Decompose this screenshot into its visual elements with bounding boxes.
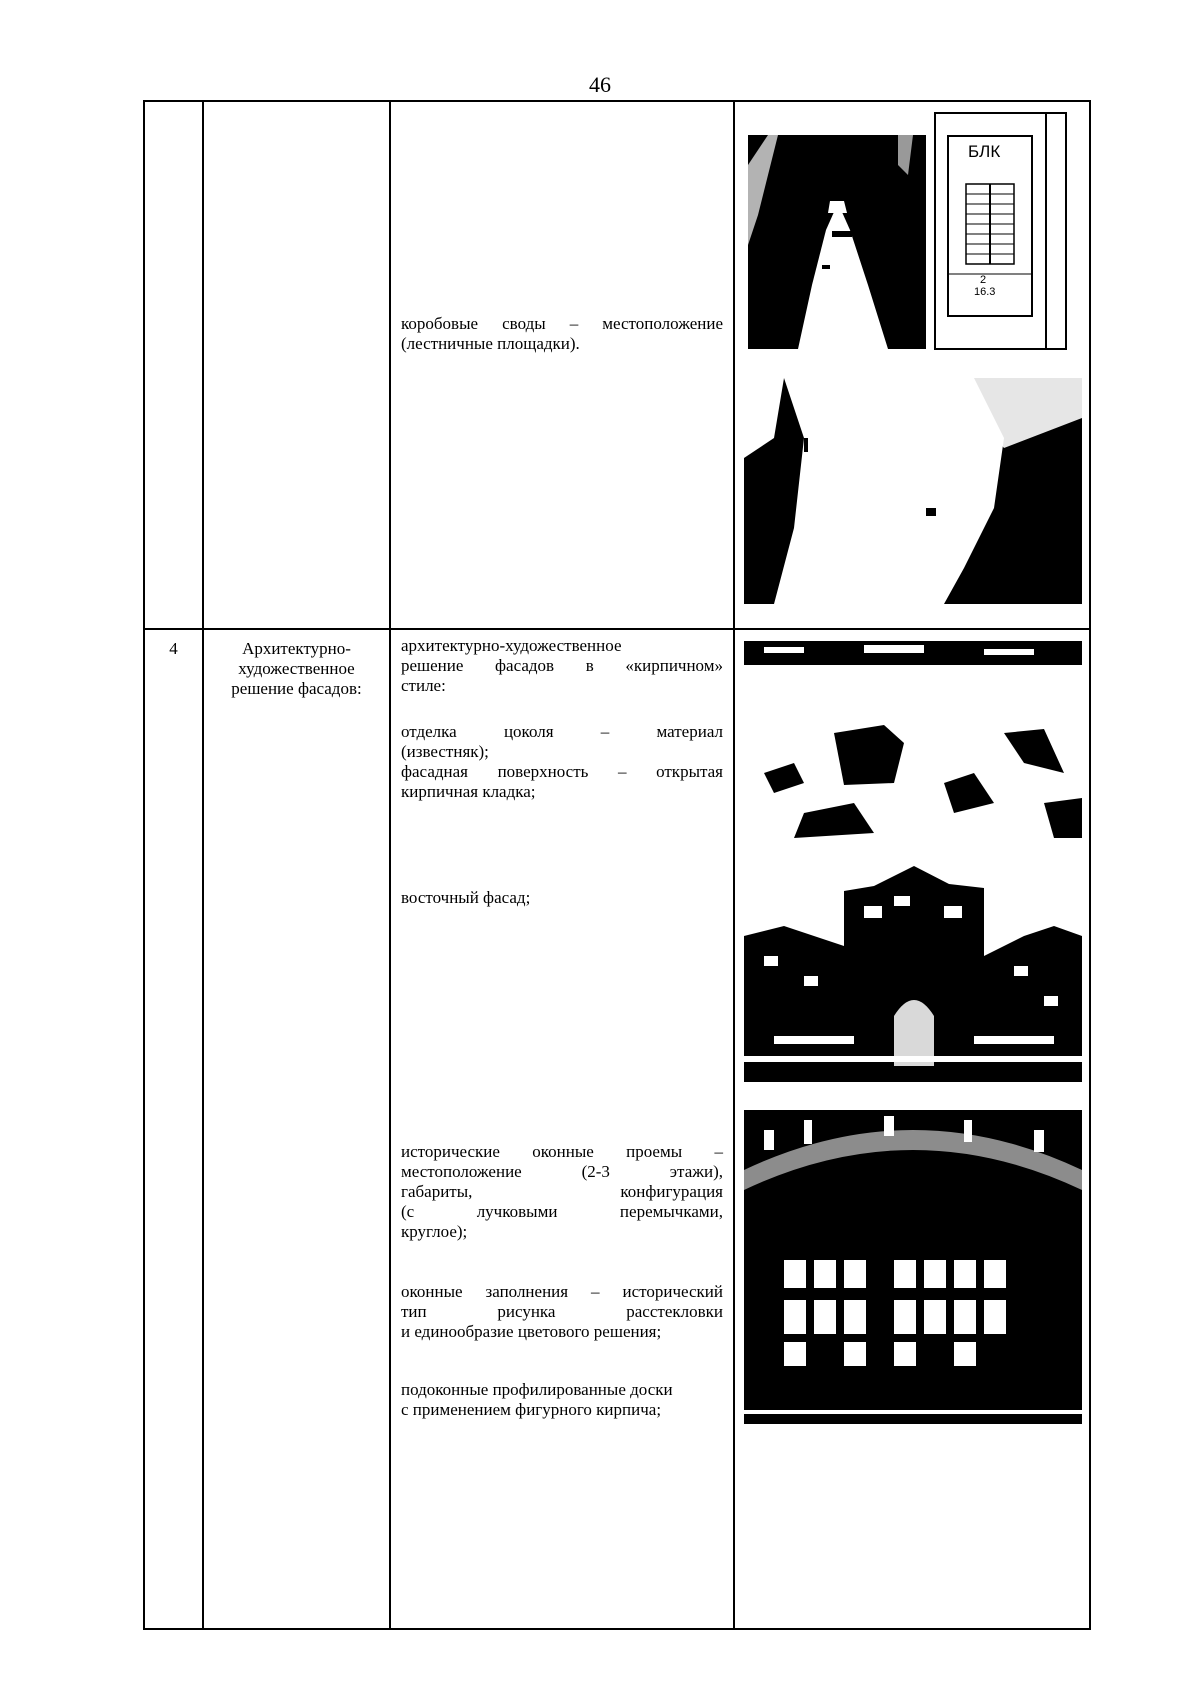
column-divider-2 [389, 102, 391, 1628]
plinth-and-surface-description: отделка цоколя – материал (известняк); фасадная поверхность – открытая кирпичная кладка; [401, 722, 723, 801]
staircase-floor-plan [934, 112, 1067, 350]
row-number: 4 [169, 639, 178, 658]
landing-vault-photo [744, 378, 1082, 604]
east-facade-label: восточный фасад; [401, 888, 531, 907]
element-name: Архитектурно- художественное решение фасадов: [231, 639, 362, 698]
facade-style-description: архитектурно-художественное решение фасадов в «кирпичном» стиле: [401, 636, 723, 695]
column-divider-3 [733, 102, 735, 1628]
window-fillings-description: оконные заполнения – исторический тип рисунка расстекловки и единообразие цветового решения; [401, 1282, 723, 1341]
plan-label-number: 2 [980, 274, 987, 286]
vaults-description: коробовые своды – местоположение (лестничные площадки). [401, 314, 723, 353]
row-divider [145, 628, 1089, 630]
characteristics-table [143, 100, 1091, 1630]
page-number: 46 [589, 72, 611, 97]
plinth-limestone-photo [744, 633, 1082, 838]
staircase-vault-photo [748, 135, 926, 349]
plan-label-blk: БЛК [968, 142, 1001, 161]
east-facade-photo [744, 866, 1082, 1082]
column-divider-1 [202, 102, 204, 1628]
plan-label-area: 16.3 [974, 286, 996, 298]
window-sill-description: подоконные профилированные доски с применением фигурного кирпича; [401, 1380, 673, 1419]
window-openings-description: исторические оконные проемы – местоположение (2-3 этажи), габариты, конфигурация (с лучковыми перемычками, круглое); [401, 1142, 723, 1241]
historic-windows-photo [744, 1110, 1082, 1424]
